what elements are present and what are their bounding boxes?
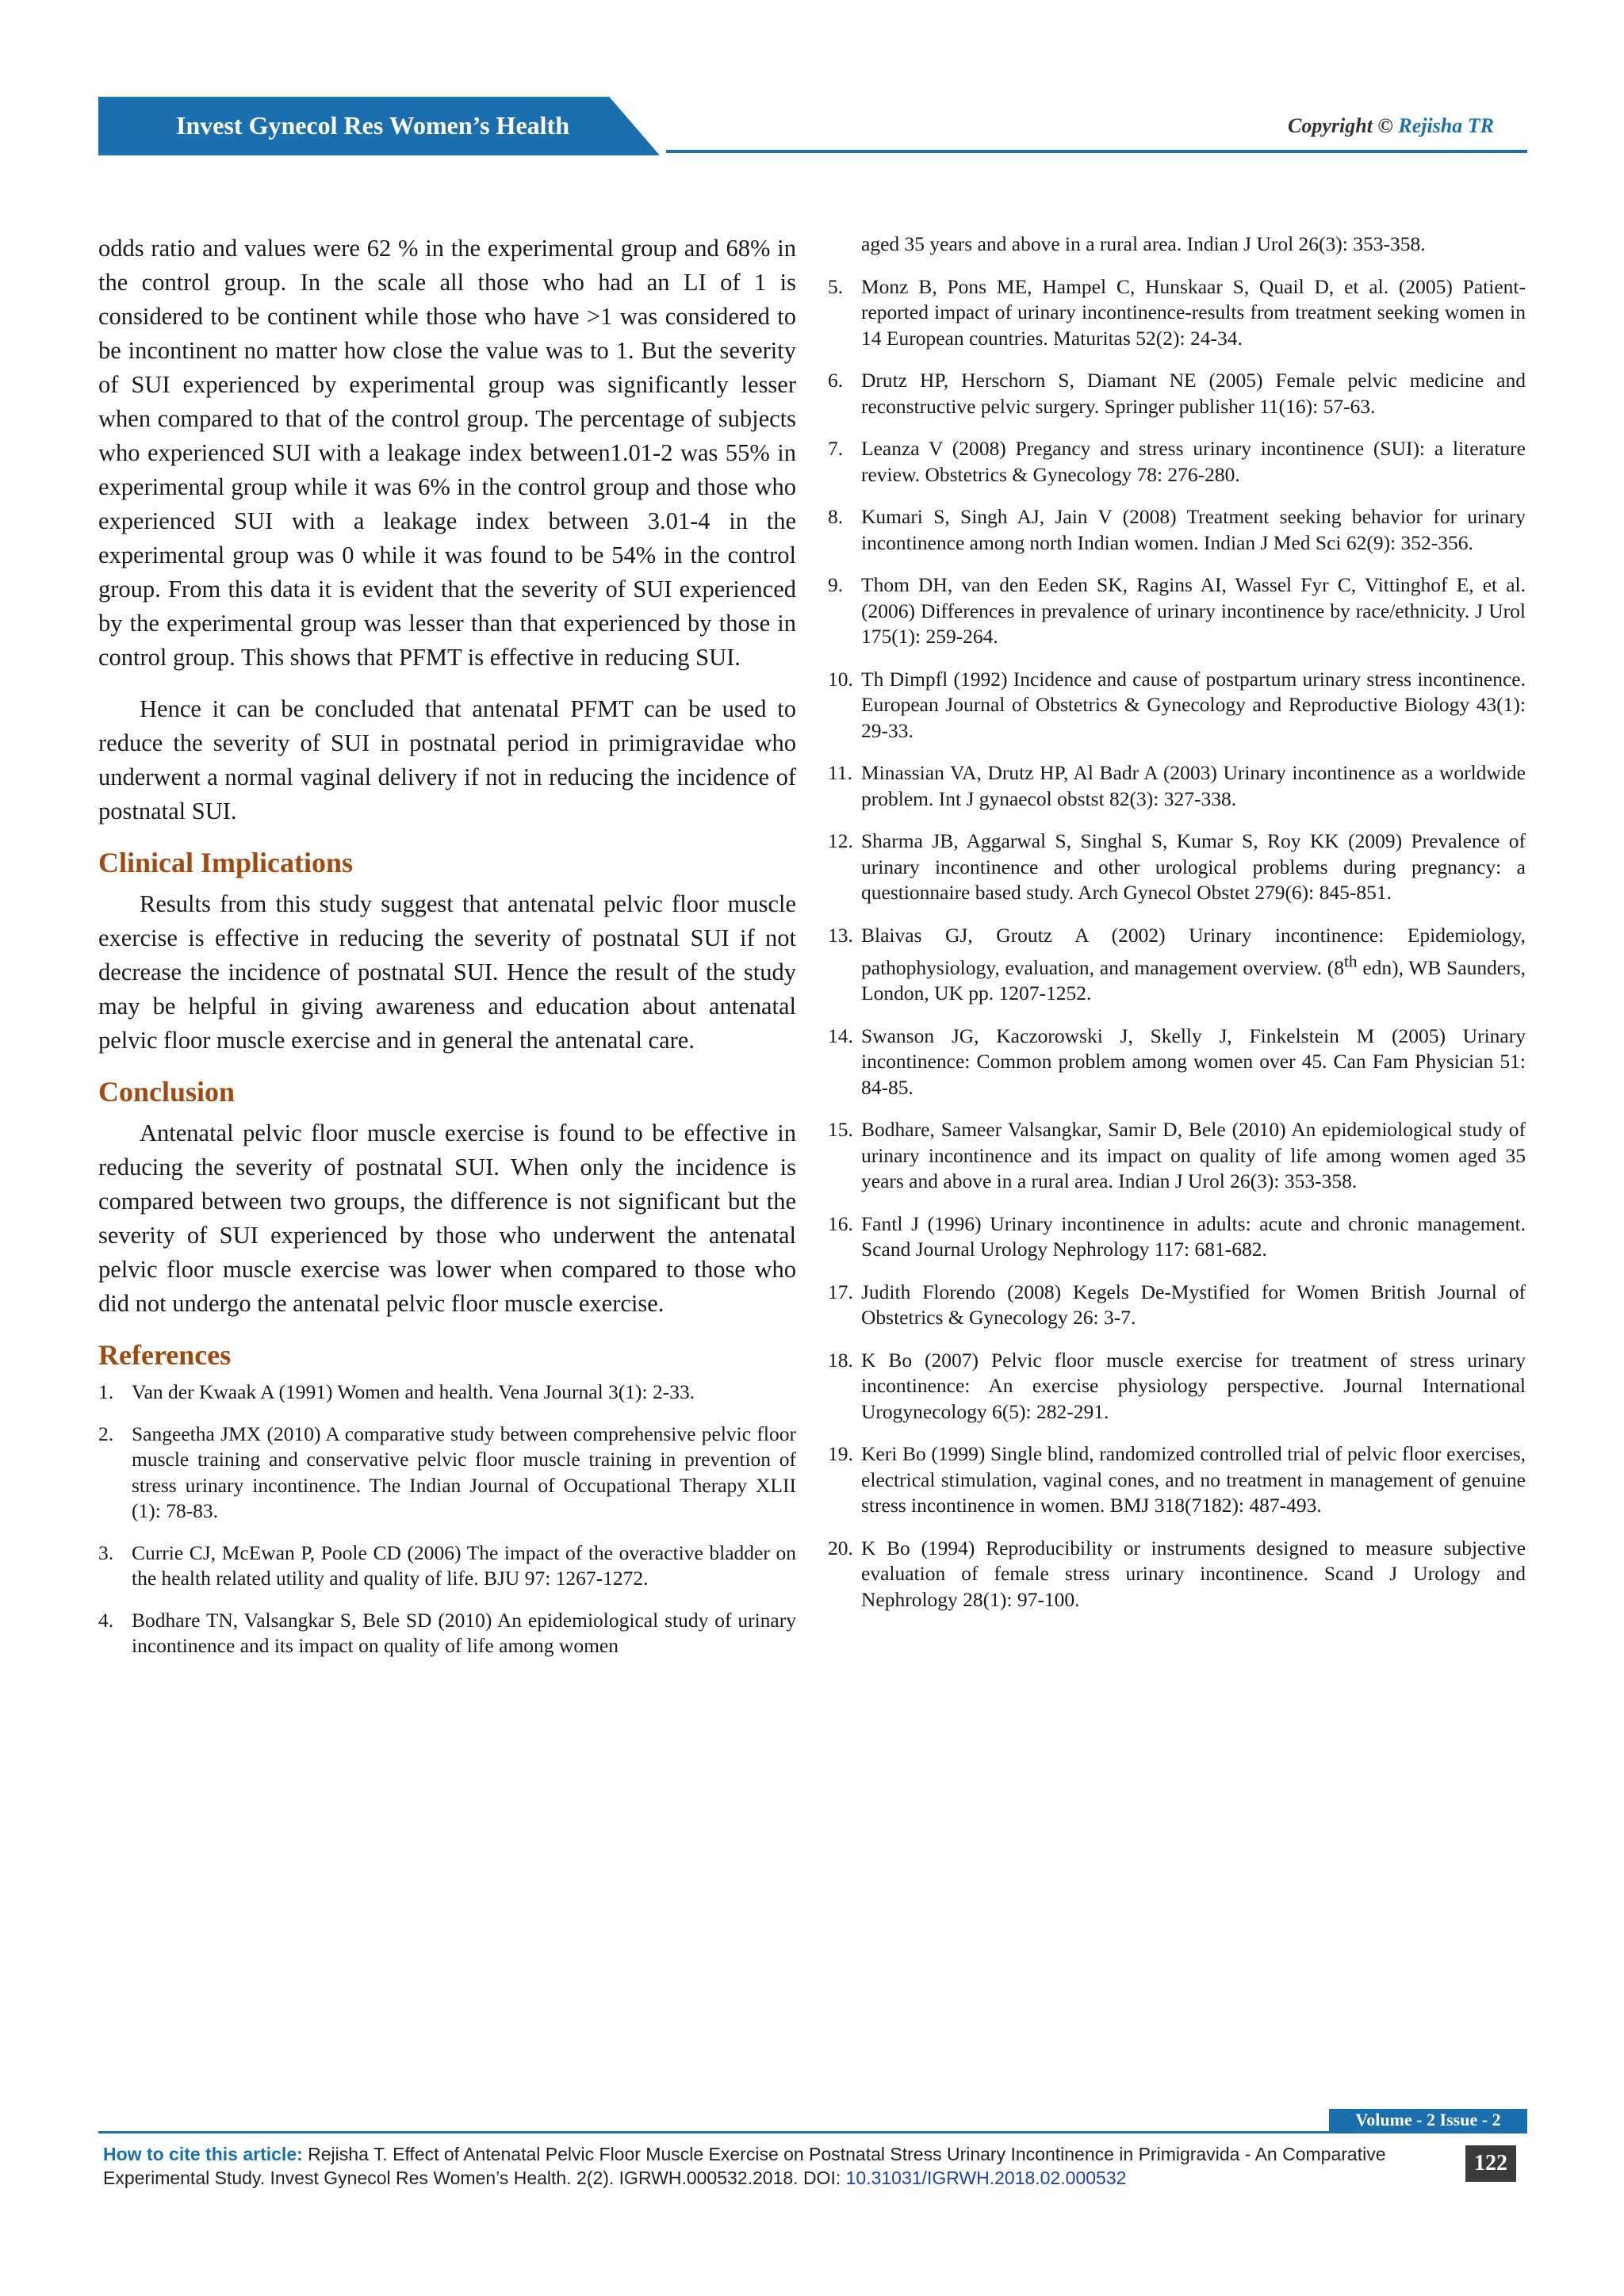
reference-item: [828, 1117, 1526, 1195]
reference-text: Bodhare TN, Valsangkar S, Bele SD (2010) An epidemiological study of urinary incontinence and its impact on quality of life among women: [132, 1608, 796, 1657]
citation-label: How to cite this article:: [103, 2144, 303, 2164]
footer-rule: [98, 2131, 1527, 2133]
reference-text: Monz B, Pons ME, Hampel C, Hunskaar S, Quail D, et al. (2005) Patient-reported impact of urinary incontinence-results from treatment seeking women in 14 European countries. Maturitas 52(2): 24-34.: [861, 274, 1526, 350]
reference-item: [98, 1380, 796, 1406]
reference-text: Leanza V (2008) Pregancy and stress urinary incontinence (SUI): a literature review. Obstetrics & Gynecology 78: 276-280.: [861, 437, 1526, 486]
reference-number: 8.: [828, 505, 844, 528]
reference-item: [98, 1540, 796, 1592]
reference-number: 1.: [98, 1380, 114, 1403]
reference-text: aged 35 years and above in a rural area. Indian J Urol 26(3): 353-358.: [861, 232, 1426, 255]
reference-text: [861, 924, 1526, 1005]
reference-text: Thom DH, van den Eeden SK, Ragins AI, Wassel Fyr C, Vittinghof E, et al. (2006) Differences in prevalence of urinary incontinence by race/ethnicity. J Urol 175(1): 259-264.: [861, 573, 1526, 648]
reference-number: 4.: [98, 1608, 114, 1632]
reference-text: Fantl J (1996) Urinary incontinence in adults: acute and chronic management. Scand Journal Urology Nephrology 117: 681-682.: [861, 1211, 1526, 1261]
reference-text: Sangeetha JMX (2010) A comparative study between comprehensive pelvic floor muscle training and conservative pelvic floor muscle training in prevention of stress urinary incontinence. The Indian Journal of Occupational Therapy XLII (1): 78-83.: [132, 1422, 796, 1522]
reference-item: [828, 504, 1526, 556]
reference-text: Keri Bo (1999) Single blind, randomized controlled trial of pelvic floor exercises, electrical stimulation, vaginal cones, and no treatment in management of genuine stress incontinence in women. BMJ 318(7182): 487-493.: [861, 1442, 1526, 1517]
journal-title: Invest Gynecol Res Women’s Health: [176, 111, 569, 140]
reference-text: Kumari S, Singh AJ, Jain V (2008) Treatment seeking behavior for urinary incontinence among north Indian women. Indian J Med Sci 62(9): 352-356.: [861, 505, 1526, 554]
header-rule: [666, 150, 1527, 153]
reference-number: 13.: [828, 923, 853, 947]
reference-item: [828, 828, 1526, 906]
references-heading: References: [98, 1339, 232, 1371]
reference-number: 9.: [828, 573, 844, 596]
reference-item: [828, 274, 1526, 352]
reference-number: 14.: [828, 1024, 853, 1047]
reference-number: 2.: [98, 1422, 114, 1445]
reference-number: 17.: [828, 1280, 853, 1303]
reference-number: 7.: [828, 437, 844, 460]
doi-link[interactable]: 10.31031/IGRWH.2018.02.000532: [845, 2168, 1127, 2188]
reference-text: Sharma JB, Aggarwal S, Singhal S, Kumar S, Roy KK (2009) Prevalence of urinary incontinence and other urological problems during pregnancy: a questionnaire based study. Arch Gynecol Obstet 279(6): 845-851.: [861, 829, 1526, 904]
reference-text: K Bo (2007) Pelvic floor muscle exercise for treatment of stress urinary incontinence: An exercise physiology perspective. Journal International Urogynecology 6(5): 282-291.: [861, 1348, 1526, 1423]
reference-number: 16.: [828, 1211, 853, 1235]
reference-number: 15.: [828, 1118, 853, 1141]
reference-item: [828, 667, 1526, 744]
reference-text: Th Dimpfl (1992) Incidence and cause of postpartum urinary stress incontinence. European Journal of Obstetrics & Gynecology and Reproductive Biology 43(1): 29-33.: [861, 667, 1526, 742]
reference-text: Swanson JG, Kaczorowski J, Skelly J, Finkelstein M (2005) Urinary incontinence: Common problem among women over 45. Can Fam Physician 51: 84-85.: [861, 1024, 1526, 1099]
reference-text-part: Blaivas GJ, Groutz A (2002) Urinary incontinence: Epidemiology, pathophysiology, evaluation, and management overview. (8: [861, 923, 1526, 979]
reference-item: [828, 1024, 1526, 1101]
reference-item: [828, 1441, 1526, 1519]
reference-number: 11.: [828, 761, 852, 784]
reference-item: [828, 368, 1526, 419]
copyright-name: Rejisha TR: [1398, 114, 1494, 137]
reference-item: [98, 1422, 796, 1525]
right-column: [828, 232, 1526, 1629]
reference-item: [828, 572, 1526, 650]
clinical-implications-heading: Clinical Implications: [98, 847, 354, 878]
reference-number: 19.: [828, 1442, 853, 1465]
reference-text-part: edn), WB Saunders, London, UK pp. 1207-1252.: [861, 955, 1526, 1004]
superscript: th: [1344, 951, 1358, 970]
left-column: [98, 232, 796, 1675]
reference-text: Drutz HP, Herschorn S, Diamant NE (2005) Female pelvic medicine and reconstructive pelvic surgery. Springer publisher 11(16): 57-63.: [861, 369, 1526, 418]
citation: [103, 2142, 1443, 2190]
copyright: [1288, 114, 1494, 138]
reference-item: [828, 1211, 1526, 1263]
body-paragraph: Hence it can be concluded that antenatal PFMT can be used to reduce the severity of SUI in postnatal period in primigravidae who underwent a normal vaginal delivery if not in reducing the incidence of postnatal SUI.: [98, 695, 796, 825]
reference-item: [98, 1608, 796, 1659]
copyright-prefix: Copyright ©: [1288, 114, 1393, 137]
reference-text: Currie CJ, McEwan P, Poole CD (2006) The impact of the overactive bladder on the health related utility and quality of life. BJU 97: 1267-1272.: [132, 1540, 796, 1590]
reference-number: 20.: [828, 1536, 853, 1559]
body-paragraph: odds ratio and values were 62 % in the experimental group and 68% in the control group. In the scale all those who had an LI of 1 is considered to be continent while those who have >1 was considered to be incontinent no matter how close the value was to 1. But the severity of SUI experienced by experimental group was significantly lesser when compared to that of the control group. The percentage of subjects who experienced SUI with a leakage index between1.01-2 was 55% in experimental group while it was 6% in the control group and those who experienced SUI with a leakage index between 3.01-4 in the experimental group was 0 while it was found to be 54% in the control group. From this data it is evident that the severity of SUI experienced by the experimental group was lesser than that experienced by those in control group. This shows that PFMT is effective in reducing SUI.: [98, 235, 796, 671]
conclusion-heading: Conclusion: [98, 1076, 236, 1108]
reference-text: Van der Kwaak A (1991) Women and health. Vena Journal 3(1): 2-33.: [132, 1380, 695, 1403]
reference-item-continued: [828, 232, 1526, 258]
reference-item: [828, 436, 1526, 488]
citation-text: Rejisha T. Effect of Antenatal Pelvic Floor Muscle Exercise on Postnatal Stress Urinary Incontinence in Primigravida - An Comparative Experimental Study. Invest Gynecol Res Women’s Health. 2(2). IGRWH.000532.2018. DOI:: [103, 2144, 1386, 2188]
reference-item: [828, 1348, 1526, 1425]
reference-number: 12.: [828, 829, 853, 852]
body-paragraph: Results from this study suggest that antenatal pelvic floor muscle exercise is effective in reducing the severity of postnatal SUI if not decrease the incidence of postnatal SUI. Hence the result of the study may be helpful in giving awareness and education about antenatal pelvic floor muscle exercise and in general the antenatal care.: [98, 890, 796, 1054]
reference-number: 5.: [828, 274, 844, 298]
reference-number: 3.: [98, 1540, 114, 1564]
reference-item: [828, 1536, 1526, 1613]
reference-text: Bodhare, Sameer Valsangkar, Samir D, Bele (2010) An epidemiological study of urinary incontinence and its impact on quality of life among women aged 35 years and above in a rural area. Indian J Urol 26(3): 353-358.: [861, 1118, 1526, 1192]
page-number: 122: [1465, 2145, 1516, 2182]
reference-item: [828, 760, 1526, 812]
reference-text: K Bo (1994) Reproducibility or instruments designed to measure subjective evaluation of female stress urinary incontinence. Scand J Urology and Nephrology 28(1): 97-100.: [861, 1536, 1526, 1611]
reference-number: 10.: [828, 667, 853, 691]
reference-item: [828, 1280, 1526, 1331]
reference-number: 6.: [828, 369, 844, 392]
volume-issue-badge: Volume - 2 Issue - 2: [1329, 2109, 1527, 2131]
reference-item: [828, 923, 1526, 1007]
reference-text: Judith Florendo (2008) Kegels De-Mystified for Women British Journal of Obstetrics & Gynecology 26: 3-7.: [861, 1280, 1526, 1329]
reference-number: 18.: [828, 1348, 853, 1372]
body-paragraph: Antenatal pelvic floor muscle exercise is found to be effective in reducing the severity of postnatal SUI. When only the incidence is compared between two groups, the difference is not significant but the severity of SUI experienced by those who underwent the antenatal pelvic floor muscle exercise was lower when compared to those who did not undergo the antenatal pelvic floor muscle exercise.: [98, 1119, 796, 1317]
reference-text: Minassian VA, Drutz HP, Al Badr A (2003) Urinary incontinence as a worldwide problem. Int J gynaecol obstst 82(3): 327-338.: [861, 761, 1526, 810]
